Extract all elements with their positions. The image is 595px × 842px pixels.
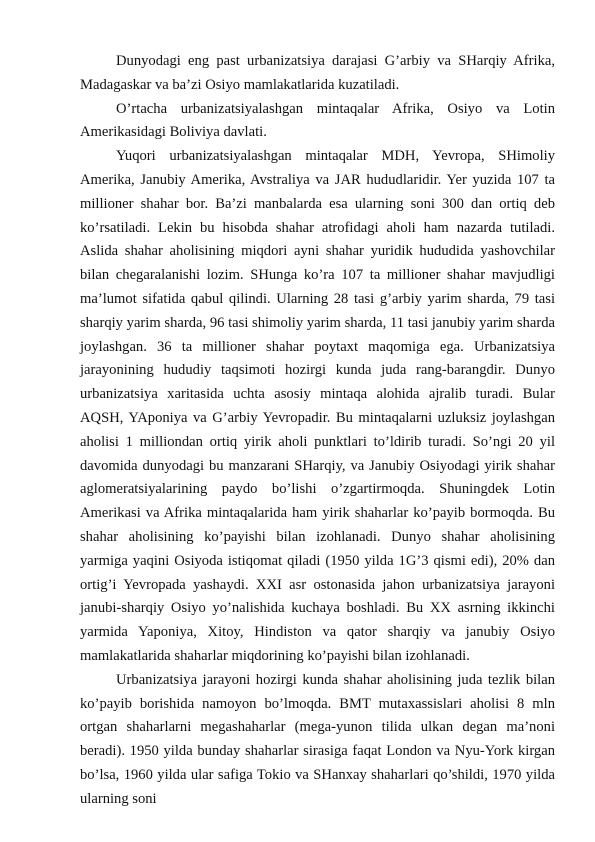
paragraph-urbanization-process: Urbanizatsiya jarayoni hozirgi kunda shahar aholisining juda tezlik bilan ko’payib borishida namoyon bo’lmoqda. BMT mutaxassislari aholisi 8 mln ortgan shaharlarni megashaharlar (mega-yunon tilida ulkan degan ma’noni beradi). 1950 yilda bunday shaharlar sirasiga faqat London va Nyu-York kirgan bo’lsa, 1960 yilda ular safiga Tokio va SHanxay shaharlari qo’shildi, 1970 yilda ularning soni bbox=[80, 671, 555, 807]
paragraph-medium-urbanization: O’rtacha urbanizatsiyalashgan mintaqalar Afrika, Osiyo va Lotin Amerikasidagi Boliviya davlati. bbox=[80, 100, 555, 141]
paragraph-high-urbanization: Yuqori urbanizatsiyalashgan mintaqalar MDH, Yevropa, SHimoliy Amerika, Janubiy Amerika, Avstraliya va JAR hududlaridir. Yer yuzida 107 ta millioner shahar bor. Ba’zi manbalarda esa ularning soni 300 dan ortiq deb ko’rsatiladi. Lekin bu hisobda shahar atrofidagi aholi ham nazarda tutiladi. Aslida shahar aholisining miqdori ayni shahar yuridik hududida yashovchilar bilan chegaralanishi lozim. SHunga ko’ra 107 ta millioner shahar mavjudligi ma’lumot sifatida qabul qilindi. Ularning 28 tasi g’arbiy yarim sharda, 79 tasi sharqiy yarim sharda, 96 tasi shimoliy yarim sharda, 11 tasi janubiy yarim sharda joylashgan. 36 ta millioner shahar poytaxt maqomiga ega. Urbanizatsiya jarayonining hududiy taqsimoti hozirgi kunda juda rang-barangdir. Dunyo urbanizatsiya xaritasida uchta asosiy mintaqa alohida ajralib turadi. Bular AQSH, YAponiya va G’arbiy Yevropadir. Bu mintaqalarni uzluksiz joylashgan aholisi 1 milliondan ortiq yirik aholi punktlari to’ldirib turadi. So’ngi 20 yil davomida dunyodagi bu manzarani SHarqiy, va Janubiy Osiyodagi yirik shahar aglomeratsiyalarining paydo bo’lishi o’zgartirmoqda. Shuningdek Lotin Amerikasi va Afrika mintaqalarida ham yirik shaharlar ko’payib bormoqda. Bu shahar aholisining ko’payishi bilan izohlanadi. Dunyo shahar aholisining yarmiga yaqini Osiyoda istiqomat qiladi (1950 yilda 1G’3 qismi edi), 20% dan ortig’i Yevropada yashaydi. XXI asr ostonasida jahon urbanizatsiya jarayoni janubi-sharqiy Osiyo yo’nalishida kuchaya boshladi. Bu XX asrning ikkinchi yarmida Yaponiya, Xitoy, Hindiston va qator sharqiy va janubiy Osiyo mamlakatlarida shaharlar miqdorining ko’payishi bilan izohlanadi. bbox=[80, 148, 555, 664]
document-page bbox=[80, 50, 555, 812]
paragraph-lowest-urbanization: Dunyodagi eng past urbanizatsiya darajasi G’arbiy va SHarqiy Afrika, Madagaskar va ba’zi Osiyo mamlakatlarida kuzatiladi. bbox=[80, 53, 555, 93]
